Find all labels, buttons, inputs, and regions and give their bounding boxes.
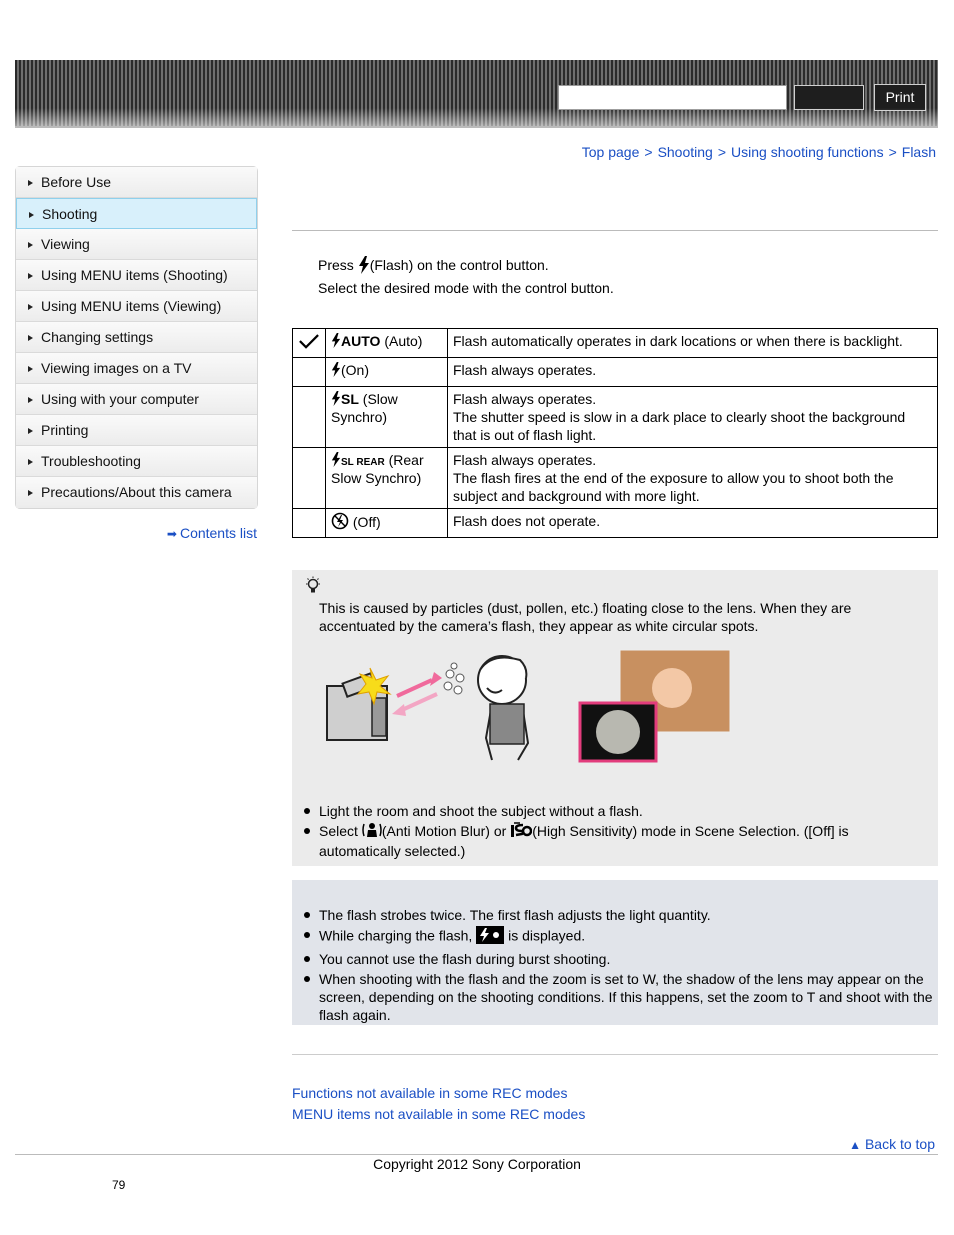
mode-label: (On) — [341, 362, 369, 378]
table-row — [293, 329, 938, 358]
bullet-text: is displayed. — [508, 927, 586, 944]
sidebar-item-viewing[interactable] — [16, 229, 257, 260]
step-1-text-post: (Flash) on the control button. — [369, 257, 549, 274]
desc-line: Flash always operates. — [453, 391, 597, 407]
sidebar-item-changing-settings[interactable] — [16, 322, 257, 353]
footer-divider — [15, 1154, 938, 1155]
flash-slow-synchro-icon — [331, 391, 359, 407]
anti-motion-blur-icon — [362, 822, 382, 842]
flash-on-icon — [331, 362, 341, 378]
mode-cell-off — [326, 509, 448, 538]
list-item: The flash strobes twice. The first flash adjusts the light quantity. — [319, 906, 934, 924]
arrow-right-icon — [28, 335, 33, 341]
sidebar-item-before-use[interactable] — [16, 167, 257, 198]
desc-line: Flash does not operate. — [453, 513, 601, 529]
arrow-right-icon — [28, 304, 33, 310]
sidebar-item-label: Changing settings — [41, 329, 154, 345]
desc-line: Flash always operates. — [453, 452, 597, 468]
breadcrumb-separator: > — [717, 144, 727, 160]
sidebar-item-precautions[interactable] — [16, 477, 257, 508]
mode-desc — [448, 358, 938, 387]
mode-desc — [448, 387, 938, 448]
flash-particles-illustration — [322, 648, 734, 766]
related-link-rec-modes[interactable]: Functions not available in some REC modes — [292, 1085, 568, 1101]
flash-icon — [358, 256, 370, 277]
desc-line: The shutter speed is slow in a dark place to clearly shoot the background that is out of flash light. — [453, 409, 906, 443]
sidebar-item-label: Viewing images on a TV — [41, 360, 192, 376]
sidebar-item-label: Viewing — [41, 236, 90, 252]
contents-list-link[interactable] — [167, 525, 257, 541]
sidebar-item-menu-shooting[interactable] — [16, 260, 257, 291]
bullet-text: Select — [319, 823, 358, 839]
search-button[interactable] — [794, 85, 864, 110]
notes-bullets — [319, 906, 934, 1026]
mode-desc — [448, 329, 938, 358]
high-sensitivity-icon — [510, 822, 532, 842]
sidebar-item-label: Precautions/About this camera — [41, 484, 232, 500]
sidebar-item-troubleshooting[interactable] — [16, 446, 257, 477]
step-1-text: Press — [318, 257, 354, 274]
arrow-right-icon — [28, 397, 33, 403]
arrow-right-icon — [28, 273, 33, 279]
step-1 — [318, 256, 549, 277]
arrow-right-icon — [28, 180, 33, 186]
title-divider — [292, 230, 938, 231]
back-to-top-label[interactable]: Back to top — [864, 1136, 935, 1152]
sidebar-item-viewing-tv[interactable] — [16, 353, 257, 384]
arrow-up-icon: ▲ — [849, 1138, 862, 1152]
list-item: When shooting with the flash and the zoom is set to W, the shadow of the lens may appear on the screen, depending on the shooting conditions. If this happens, set the zoom to T and shoot with the flash again. — [319, 971, 933, 1023]
arrow-right-icon — [29, 212, 34, 218]
bullet-text: (High Sensitivity) mode in Scene Selection. ([Off] is automatically selected.) — [319, 823, 849, 860]
back-to-top-link[interactable] — [849, 1136, 935, 1152]
selected-check-icon — [293, 329, 326, 358]
mode-cell-on — [326, 358, 448, 387]
bullet-text: While charging the flash, — [319, 927, 473, 944]
desc-line: Flash automatically operates in dark locations or when there is backlight. — [453, 333, 903, 349]
hint-bullets — [319, 802, 934, 862]
sidebar-item-computer[interactable] — [16, 384, 257, 415]
mode-desc — [448, 509, 938, 538]
list-item: Light the room and shoot the subject without a flash. — [319, 802, 934, 820]
desc-line: The flash fires at the end of the exposure to allow you to shoot both the subject and background with more light. — [453, 470, 894, 504]
flash-off-icon — [331, 514, 349, 530]
table-row — [293, 358, 938, 387]
breadcrumb-using-shooting-functions[interactable]: Using shooting functions — [731, 144, 884, 160]
breadcrumb — [582, 144, 936, 160]
sidebar-item-label: Printing — [41, 422, 89, 438]
breadcrumb-flash[interactable]: Flash — [901, 144, 936, 160]
copyright: Copyright 2012 Sony Corporation — [373, 1156, 581, 1172]
lightbulb-icon — [304, 576, 322, 599]
arrow-right-icon — [28, 428, 33, 434]
arrow-right-icon — [28, 490, 33, 496]
sidebar-item-label: Using with your computer — [41, 391, 199, 407]
sidebar-item-label: Troubleshooting — [41, 453, 141, 469]
flash-mode-table — [292, 328, 938, 538]
icon-text: AUTO — [341, 333, 381, 349]
mode-label: (Slow Synchro) — [331, 391, 398, 425]
breadcrumb-top-page[interactable]: Top page — [581, 144, 640, 160]
empty-cell — [293, 358, 326, 387]
related-link-menu-items[interactable]: MENU items not available in some REC modes — [292, 1106, 586, 1122]
mode-desc — [448, 448, 938, 509]
empty-cell — [293, 509, 326, 538]
flash-charging-icon — [476, 926, 504, 948]
mode-label: (Auto) — [384, 333, 423, 349]
arrow-right-icon — [28, 366, 33, 372]
icon-text: SL REAR — [341, 457, 385, 468]
hint-box — [292, 570, 938, 866]
step-2: Select the desired mode with the control button. — [318, 280, 614, 296]
search-input[interactable] — [558, 85, 787, 110]
flash-auto-icon — [331, 333, 380, 349]
hint-text: This is caused by particles (dust, pollen, etc.) floating close to the lens. When they are accentuated by the camera’s flash, they appear as white circular spots. — [319, 600, 852, 634]
icon-text: SL — [341, 391, 359, 407]
list-item — [319, 926, 934, 948]
sidebar-item-menu-viewing[interactable] — [16, 291, 257, 322]
table-row — [293, 387, 938, 448]
page-number: 79 — [112, 1178, 126, 1192]
empty-cell — [293, 448, 326, 509]
sidebar-item-label: Shooting — [42, 206, 98, 222]
arrow-right-icon — [28, 242, 33, 248]
mode-cell-rear-slow-synchro — [326, 448, 448, 509]
sidebar-nav — [15, 166, 258, 509]
related-divider — [292, 1054, 938, 1055]
mode-label: (Off) — [352, 514, 381, 530]
sidebar-item-printing[interactable] — [16, 415, 257, 446]
list-item — [319, 822, 934, 860]
site-header — [15, 60, 938, 128]
sidebar-item-label: Using MENU items (Shooting) — [41, 267, 228, 283]
breadcrumb-separator: > — [644, 144, 653, 160]
notes-box — [292, 880, 938, 1025]
contents-list-label[interactable]: Contents list — [179, 525, 257, 541]
sidebar-item-shooting[interactable] — [16, 198, 257, 229]
sidebar-item-label: Using MENU items (Viewing) — [41, 298, 222, 314]
mode-cell-auto — [326, 329, 448, 358]
empty-cell — [293, 387, 326, 448]
sidebar-item-label: Before Use — [41, 174, 112, 190]
mode-label: (Rear Slow Synchro) — [331, 452, 424, 486]
breadcrumb-shooting[interactable]: Shooting — [657, 144, 713, 160]
arrow-right-icon — [28, 459, 33, 465]
print-button[interactable]: Print — [874, 84, 926, 111]
table-row — [293, 509, 938, 538]
bullet-text: (Anti Motion Blur) or — [381, 823, 507, 839]
breadcrumb-separator: > — [888, 144, 897, 160]
flash-rear-slow-synchro-icon — [331, 457, 385, 468]
table-row — [293, 448, 938, 509]
desc-line: Flash always operates. — [453, 362, 597, 378]
arrow-right-icon: ➡ — [166, 527, 177, 541]
mode-cell-slow-synchro — [326, 387, 448, 448]
list-item: You cannot use the flash during burst shooting. — [319, 950, 934, 968]
